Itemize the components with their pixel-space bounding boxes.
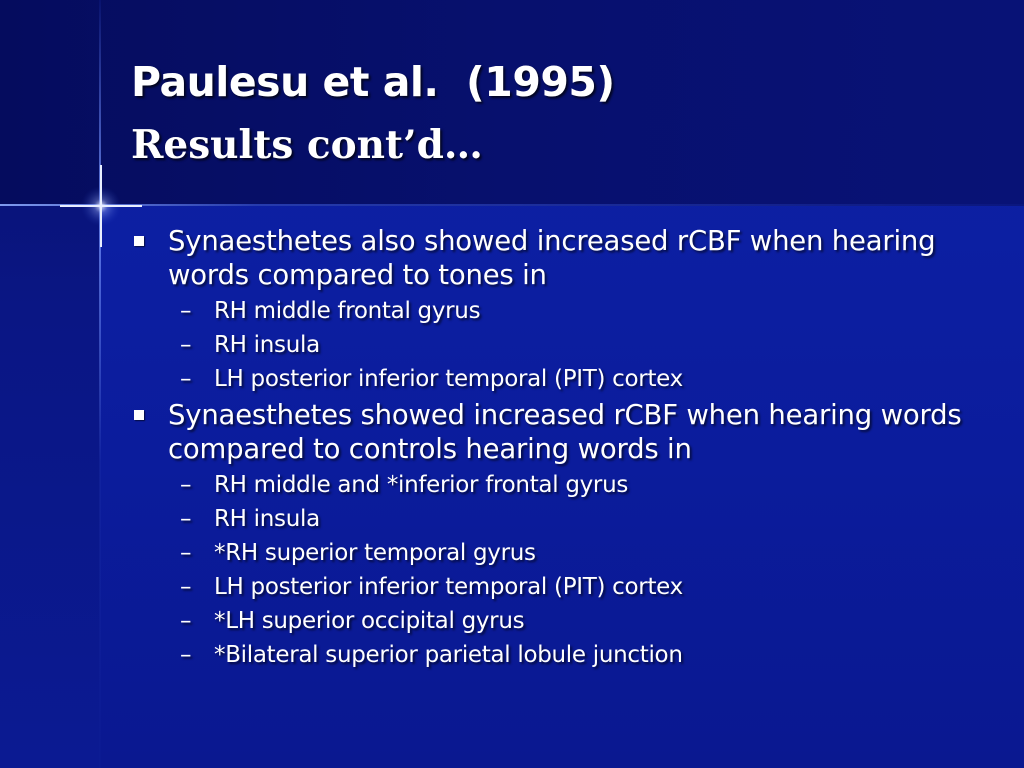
dash-marker: – [180,642,192,668]
bullet-item [131,224,1001,292]
dash-marker: – [180,540,192,566]
dash-marker: – [180,506,192,532]
sub-bullet-item [131,536,1001,570]
sub-bullet-item [131,502,1001,536]
sub-bullet-item [131,294,1001,328]
horizontal-rule-decoration [0,204,1024,206]
slide-subtitle: Results cont’d… [131,122,483,168]
dash-marker: – [180,298,192,324]
sub-bullet-item [131,604,1001,638]
sub-bullet-item [131,468,1001,502]
sub-bullet-text: RH middle and *inferior frontal gyrus [214,472,629,498]
sub-bullet-text: RH middle frontal gyrus [214,298,481,324]
sub-bullet-text: RH insula [214,332,320,358]
sub-bullet-text: *Bilateral superior parietal lobule junction [214,642,683,668]
sub-bullet-item [131,638,1001,672]
bullet-list [131,224,1001,674]
sub-bullet-item [131,328,1001,362]
bullet-text: Synaesthetes showed increased rCBF when hearing words compared to controls hearing words in [168,399,962,465]
sub-bullet-text: LH posterior inferior temporal (PIT) cortex [214,366,683,392]
sub-bullet-item [131,570,1001,604]
dash-marker: – [180,574,192,600]
slide-title: Paulesu et al. (1995) [131,58,615,106]
sub-bullet-text: *RH superior temporal gyrus [214,540,536,566]
dash-marker: – [180,366,192,392]
sub-bullet-text: *LH superior occipital gyrus [214,608,525,634]
bullet-item [131,398,1001,466]
sparkle-icon [60,165,142,247]
dash-marker: – [180,608,192,634]
bullet-text: Synaesthetes also showed increased rCBF when hearing words compared to tones in [168,225,936,291]
square-bullet-icon [134,236,144,246]
bullet-group [131,224,1001,396]
square-bullet-icon [134,410,144,420]
dash-marker: – [180,472,192,498]
bullet-group [131,398,1001,672]
vertical-rule-decoration [99,0,101,768]
dash-marker: – [180,332,192,358]
sub-bullet-text: LH posterior inferior temporal (PIT) cortex [214,574,683,600]
sub-bullet-text: RH insula [214,506,320,532]
sub-bullet-item [131,362,1001,396]
